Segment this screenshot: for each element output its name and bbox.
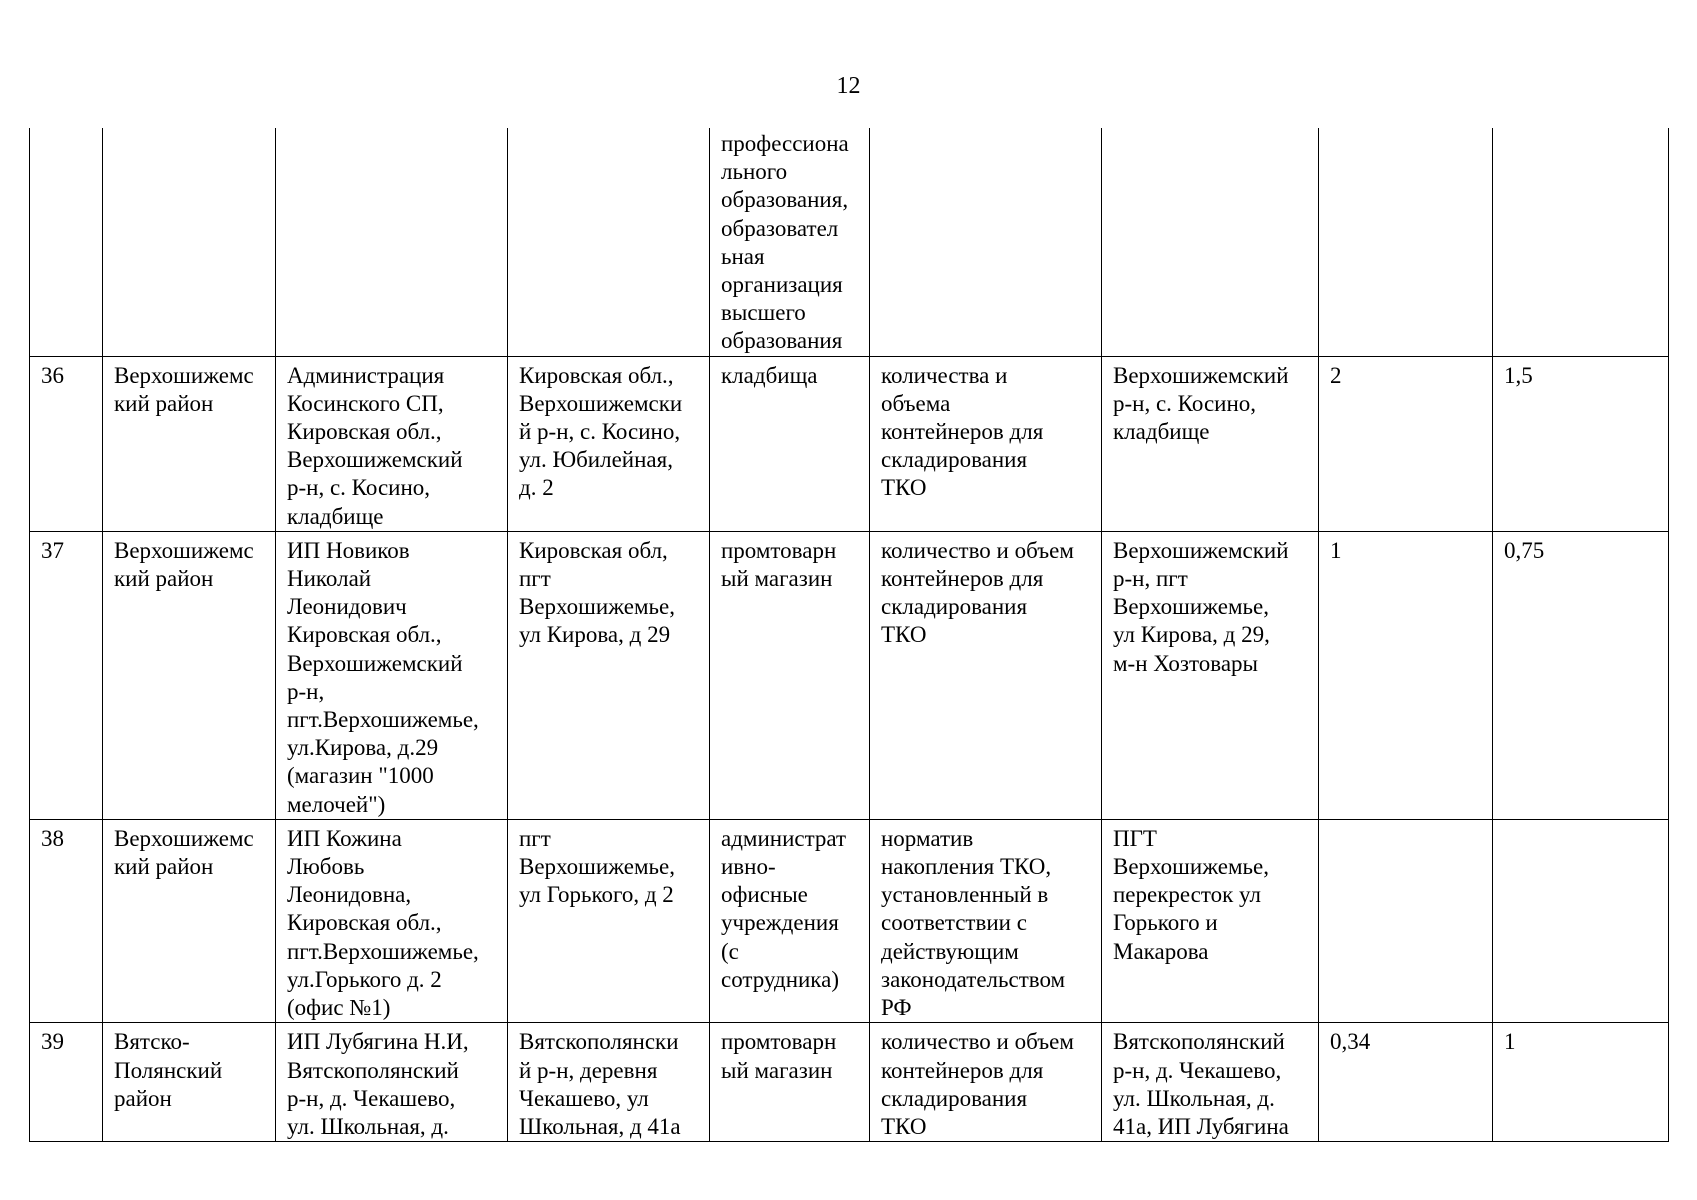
site-location-cell <box>1102 128 1319 356</box>
table-row <box>30 356 1669 531</box>
district-cell <box>103 128 276 356</box>
table-row <box>30 1023 1669 1142</box>
calc-basis-cell: количества и объема контейнеров для складирования ТКО <box>870 356 1102 531</box>
district-cell: Верхошижемс кий район <box>103 819 276 1022</box>
object-type-cell: администрат ивно- офисные учреждения (с сотрудника) <box>710 819 870 1022</box>
calc-basis-cell: количество и объем контейнеров для складирования ТКО <box>870 531 1102 819</box>
row-number: 39 <box>30 1023 103 1142</box>
organization-cell: ИП Кожина Любовь Леонидовна, Кировская обл., пгт.Верхошижемье, ул.Горького д. 2 (офис №1) <box>276 819 508 1022</box>
row-number: 36 <box>30 356 103 531</box>
address-cell: Вятскополянски й р-н, деревня Чекашево, ул Школьная, д 41а <box>508 1023 710 1142</box>
row-number <box>30 128 103 356</box>
containers-cell <box>1319 819 1493 1022</box>
waste-sites-table <box>29 128 1669 1142</box>
object-type-cell: профессиона льного образования, образовател ьная организация высшего образования <box>710 128 870 356</box>
containers-cell: 1 <box>1319 531 1493 819</box>
district-cell: Верхошижемс кий район <box>103 531 276 819</box>
organization-cell: Администрация Косинского СП, Кировская обл., Верхошижемский р-н, с. Косино, кладбище <box>276 356 508 531</box>
calc-basis-cell <box>870 128 1102 356</box>
containers-cell: 2 <box>1319 356 1493 531</box>
table-row <box>30 128 1669 356</box>
object-type-cell: промтоварн ый магазин <box>710 531 870 819</box>
site-location-cell: ПГТ Верхошижемье, перекресток ул Горького и Макарова <box>1102 819 1319 1022</box>
address-cell: Кировская обл, пгт Верхошижемье, ул Кирова, д 29 <box>508 531 710 819</box>
organization-cell: ИП Лубягина Н.И, Вятскополянский р-н, д. Чекашево, ул. Школьная, д. <box>276 1023 508 1142</box>
row-number: 37 <box>30 531 103 819</box>
table-row <box>30 819 1669 1022</box>
district-cell: Верхошижемс кий район <box>103 356 276 531</box>
table-row <box>30 531 1669 819</box>
volume-cell <box>1493 819 1669 1022</box>
object-type-cell: кладбища <box>710 356 870 531</box>
containers-cell: 0,34 <box>1319 1023 1493 1142</box>
site-location-cell: Верхошижемский р-н, с. Косино, кладбище <box>1102 356 1319 531</box>
site-location-cell: Вятскополянский р-н, д. Чекашево, ул. Школьная, д. 41а, ИП Лубягина <box>1102 1023 1319 1142</box>
address-cell: пгт Верхошижемье, ул Горького, д 2 <box>508 819 710 1022</box>
address-cell <box>508 128 710 356</box>
volume-cell: 0,75 <box>1493 531 1669 819</box>
volume-cell: 1 <box>1493 1023 1669 1142</box>
page-number: 12 <box>836 73 861 99</box>
organization-cell <box>276 128 508 356</box>
organization-cell: ИП Новиков Николай Леонидович Кировская обл., Верхошижемский р-н, пгт.Верхошижемье, ул.Кирова, д.29 (магазин "1000 мелочей") <box>276 531 508 819</box>
address-cell: Кировская обл., Верхошижемски й р-н, с. Косино, ул. Юбилейная, д. 2 <box>508 356 710 531</box>
containers-cell <box>1319 128 1493 356</box>
volume-cell <box>1493 128 1669 356</box>
calc-basis-cell: норматив накопления ТКО, установленный в соответствии с действующим законодательством РФ <box>870 819 1102 1022</box>
district-cell: Вятско- Полянский район <box>103 1023 276 1142</box>
object-type-cell: промтоварн ый магазин <box>710 1023 870 1142</box>
volume-cell: 1,5 <box>1493 356 1669 531</box>
calc-basis-cell: количество и объем контейнеров для складирования ТКО <box>870 1023 1102 1142</box>
row-number: 38 <box>30 819 103 1022</box>
site-location-cell: Верхошижемский р-н, пгт Верхошижемье, ул Кирова, д 29, м-н Хозтовары <box>1102 531 1319 819</box>
